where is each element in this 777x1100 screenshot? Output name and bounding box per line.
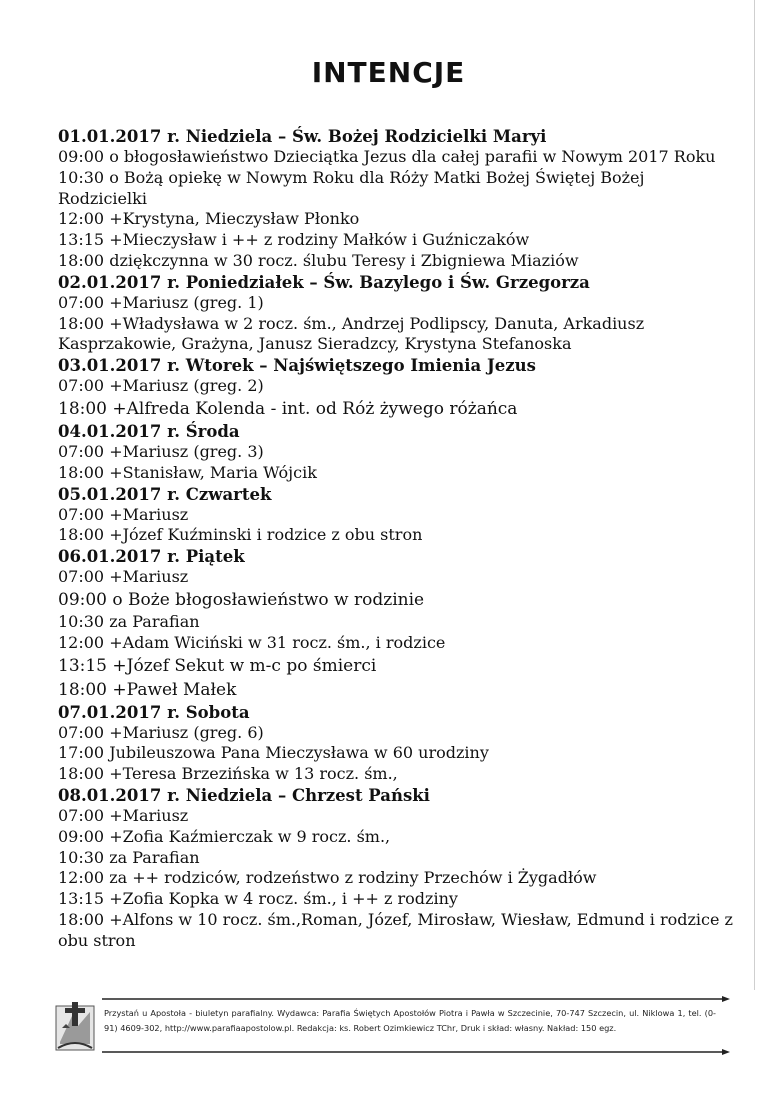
intention-entry: 18:00 +Paweł Małek xyxy=(58,679,237,700)
intention-entry: 10:30 za Parafian xyxy=(58,847,200,867)
page-edge-line xyxy=(754,0,755,990)
intention-entry: 09:00 +Zofia Kaźmierczak w 9 rocz. śm., xyxy=(58,826,391,846)
intention-entry: 10:30 o Bożą opiekę w Nowym Roku dla Róży Matki Bożej Świętej Bożej Rodzicielki xyxy=(58,167,645,208)
day-section xyxy=(58,785,738,952)
footer-text: Przystań u Apostoła - biuletyn parafialny. Wydawca: Parafia Świętych Apostołów Piotra i Pawła w Szczecinie, 70-747 Szczecin, ul. Niklowa 1, tel. (0-91) 4609-302, http://www.parafiaapostolow.pl. Redakcja: ks. Robert Ozimkiewicz TChr, Druk i skład: własny. Nakład: 150 egz. xyxy=(104,1008,716,1033)
intention-entry: 07:00 +Mariusz xyxy=(58,504,189,524)
intention-entry: 07:00 +Mariusz xyxy=(58,805,189,825)
intention-entry: 13:15 +Mieczysław i ++ z rodziny Małków i Guźniczaków xyxy=(58,230,530,250)
day-section xyxy=(58,546,738,701)
intention-entry: 09:00 o błogosławieństwo Dzieciątka Jezus dla całej parafii w Nowym 2017 Roku xyxy=(58,147,716,166)
intention-entry: 07:00 +Mariusz (greg. 1) xyxy=(58,292,264,312)
intention-entry: 18:00 +Józef Kuźminski i rodzice z obu stron xyxy=(58,525,423,545)
day-section xyxy=(58,421,738,484)
intention-entry: 18:00 +Alfreda Kolenda - int. od Róż żywego różańca xyxy=(58,398,518,419)
intention-entry: 13:15 +Zofia Kopka w 4 rocz. śm., i ++ z rodziny xyxy=(58,889,458,909)
intention-entry: 07:00 +Mariusz (greg. 2) xyxy=(58,376,264,396)
day-header: 05.01.2017 r. Czwartek xyxy=(58,484,272,504)
intention-entry: 17:00 Jubileuszowa Pana Mieczysława w 60 urodziny xyxy=(58,743,489,763)
intention-entry: 18:00 +Alfons w 10 rocz. śm.,Roman, Józef, Mirosław, Wiesław, Edmund i rodzice z obu stron xyxy=(58,909,733,950)
intention-entry: 07:00 +Mariusz xyxy=(58,567,189,587)
day-header: 08.01.2017 r. Niedziela – Chrzest Pański xyxy=(58,785,430,805)
intention-entry: 18:00 +Teresa Brzezińska w 13 rocz. śm., xyxy=(58,764,398,784)
intention-entry: 10:30 za Parafian xyxy=(58,611,200,631)
page-title: INTENCJE xyxy=(311,56,466,89)
church-logo-icon xyxy=(52,998,98,1054)
day-section xyxy=(58,126,738,272)
intention-entry: 18:00 dziękczynna w 30 rocz. ślubu Teresy i Zbigniewa Miaziów xyxy=(58,250,579,270)
intentions-list xyxy=(58,126,738,952)
day-header: 01.01.2017 r. Niedziela – Św. Bożej Rodzicielki Maryi xyxy=(58,127,547,146)
day-section xyxy=(58,702,738,785)
day-header: 06.01.2017 r. Piątek xyxy=(58,547,245,567)
day-header: 07.01.2017 r. Sobota xyxy=(58,702,250,722)
intention-entry: 12:00 +Adam Wiciński w 31 rocz. śm., i rodzice xyxy=(58,632,446,652)
bulletin-footer xyxy=(52,996,732,1058)
intention-entry: 07:00 +Mariusz (greg. 3) xyxy=(58,441,264,461)
day-header: 02.01.2017 r. Poniedziałek – Św. Bazylego i Św. Grzegorza xyxy=(58,272,590,292)
intention-entry: 18:00 +Stanisław, Maria Wójcik xyxy=(58,462,317,482)
day-section xyxy=(58,484,738,547)
day-section xyxy=(58,355,738,421)
day-header: 04.01.2017 r. Środa xyxy=(58,421,240,441)
intention-entry: 12:00 za ++ rodziców, rodzeństwo z rodziny Przechów i Żygadłów xyxy=(58,868,597,888)
intention-entry: 07:00 +Mariusz (greg. 6) xyxy=(58,722,264,742)
day-section xyxy=(58,272,738,355)
intention-entry: 09:00 o Boże błogosławieństwo w rodzinie xyxy=(58,589,425,610)
day-header: 03.01.2017 r. Wtorek – Najświętszego Imienia Jezus xyxy=(58,356,536,376)
intention-entry: 13:15 +Józef Sekut w m-c po śmierci xyxy=(58,655,377,676)
intention-entry: 12:00 +Krystyna, Mieczysław Płonko xyxy=(58,209,360,229)
intention-entry: 18:00 +Władysława w 2 rocz. śm., Andrzej Podlipscy, Danuta, Arkadiusz Kasprzakowie, Grażyna, Janusz Sieradzcy, Krystyna Stefanoska xyxy=(58,313,645,354)
